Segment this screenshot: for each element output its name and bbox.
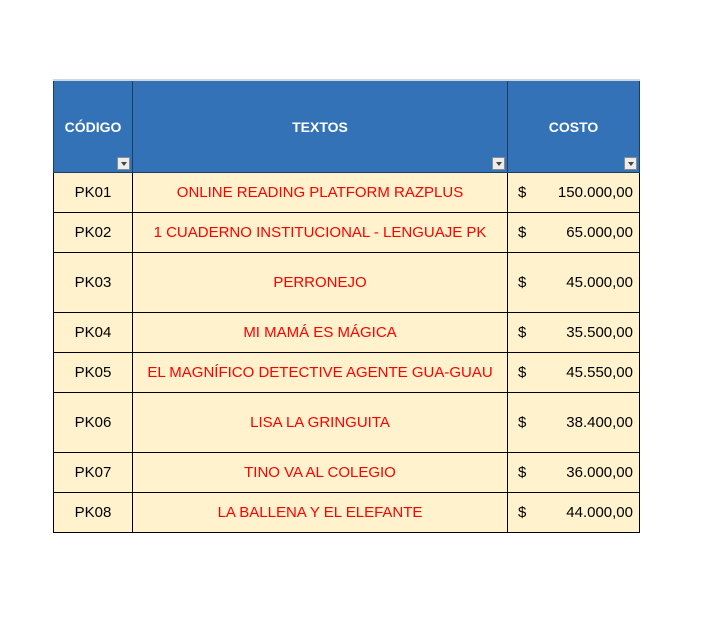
currency-symbol: $	[518, 504, 527, 521]
header-texts-label: TEXTOS	[292, 118, 348, 135]
currency-symbol: $	[518, 364, 527, 381]
currency-symbol: $	[518, 464, 527, 481]
cost-value: 36.000,00	[566, 464, 633, 481]
header-cost	[508, 80, 640, 173]
header-row	[54, 80, 640, 173]
table-row	[54, 173, 640, 213]
code-cell[interactable]: PK04	[54, 313, 133, 353]
table-row	[54, 213, 640, 253]
book-cost-table	[53, 79, 640, 533]
dropdown-filter-icon	[121, 162, 127, 166]
cost-value: 45.550,00	[566, 364, 633, 381]
dropdown-filter-icon	[628, 162, 634, 166]
dropdown-filter-icon	[496, 162, 502, 166]
table-row	[54, 313, 640, 353]
currency-symbol: $	[518, 184, 527, 201]
cost-cell[interactable]	[508, 353, 640, 393]
cost-value: 35.500,00	[566, 324, 633, 341]
code-cell[interactable]: PK06	[54, 393, 133, 453]
cost-cell[interactable]	[508, 313, 640, 353]
cost-value: 44.000,00	[566, 504, 633, 521]
currency-symbol: $	[518, 324, 527, 341]
filter-texts-button[interactable]	[492, 157, 505, 170]
table-row	[54, 393, 640, 453]
text-cell[interactable]: LISA LA GRINGUITA	[133, 393, 508, 453]
cost-value: 45.000,00	[566, 274, 633, 291]
cost-cell[interactable]	[508, 453, 640, 493]
currency-symbol: $	[518, 414, 527, 431]
cost-cell[interactable]	[508, 173, 640, 213]
text-cell[interactable]: MI MAMÁ ES MÁGICA	[133, 313, 508, 353]
cost-value: 65.000,00	[566, 224, 633, 241]
text-cell[interactable]: ONLINE READING PLATFORM RAZPLUS	[133, 173, 508, 213]
cost-value: 38.400,00	[566, 414, 633, 431]
filter-cost-button[interactable]	[624, 157, 637, 170]
table-row	[54, 253, 640, 313]
code-cell[interactable]: PK05	[54, 353, 133, 393]
header-cost-label: COSTO	[548, 118, 599, 135]
text-cell[interactable]: PERRONEJO	[133, 253, 508, 313]
header-texts	[133, 80, 508, 173]
code-cell[interactable]: PK08	[54, 493, 133, 533]
text-cell[interactable]: TINO VA AL COLEGIO	[133, 453, 508, 493]
code-cell[interactable]: PK02	[54, 213, 133, 253]
cost-value: 150.000,00	[557, 184, 633, 201]
text-cell[interactable]: EL MAGNÍFICO DETECTIVE AGENTE GUA-GUAU	[133, 353, 508, 393]
cost-cell[interactable]	[508, 493, 640, 533]
header-code-label: CÓDIGO	[64, 118, 122, 135]
text-cell[interactable]: LA BALLENA Y EL ELEFANTE	[133, 493, 508, 533]
table-row	[54, 493, 640, 533]
text-cell[interactable]: 1 CUADERNO INSTITUCIONAL - LENGUAJE PK	[133, 213, 508, 253]
table-row	[54, 453, 640, 493]
code-cell[interactable]: PK01	[54, 173, 133, 213]
cost-cell[interactable]	[508, 213, 640, 253]
cost-cell[interactable]	[508, 393, 640, 453]
currency-symbol: $	[518, 224, 527, 241]
cost-cell[interactable]	[508, 253, 640, 313]
code-cell[interactable]: PK03	[54, 253, 133, 313]
table-row	[54, 353, 640, 393]
header-code	[54, 80, 133, 173]
spreadsheet-area	[53, 79, 639, 533]
currency-symbol: $	[518, 274, 527, 291]
filter-code-button[interactable]	[117, 157, 130, 170]
code-cell[interactable]: PK07	[54, 453, 133, 493]
